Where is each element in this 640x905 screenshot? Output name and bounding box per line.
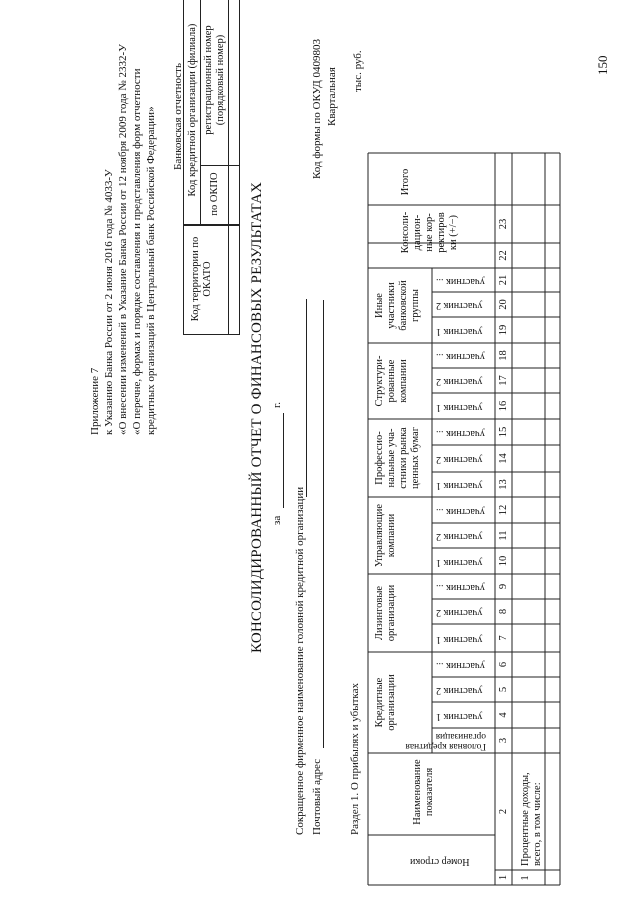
periodicity: Квартальная: [326, 67, 338, 126]
column-number-8: 8: [498, 608, 509, 615]
column-number-15: 15: [498, 426, 509, 438]
participant-header: участник 2: [436, 454, 483, 466]
bank-reporting-title: Банковская отчетность: [172, 62, 184, 170]
column-number-10: 10: [498, 555, 509, 567]
participant-header: участник 1: [436, 557, 483, 568]
units-label: тыс. руб.: [352, 50, 364, 92]
column-number-20: 20: [498, 299, 509, 310]
section-title: Раздел 1. О прибылях и убытках: [349, 683, 361, 835]
indicator-header: Наименование показателя: [412, 759, 436, 825]
participant-header: участник 2: [436, 607, 483, 619]
column-number-4: 4: [498, 712, 509, 718]
appendix-line-2: «О внесении изменений в Указание Банка России от 12 ноября 2009 года № 2332-У: [117, 44, 129, 435]
column-number-3: 3: [498, 737, 509, 744]
column-number-21: 21: [498, 274, 509, 286]
participant-header: участник 2: [436, 685, 483, 697]
territory-code-label: Код территории по ОКАТО: [190, 236, 214, 322]
group-header-3: Управляющие компании: [374, 503, 398, 568]
column-number-13: 13: [498, 479, 509, 490]
group-header-2: Лизинговые организации: [374, 584, 398, 642]
participant-header: участник 2: [436, 300, 483, 312]
participant-header: участник ...: [436, 660, 485, 672]
group-header-1: Кредитные организации: [374, 674, 398, 731]
column-number-22: 22: [498, 250, 509, 261]
short-name-label: Сокращенное фирменное наименование головной кредитной организации: [294, 486, 306, 835]
column-number-5: 5: [498, 686, 509, 693]
total-header: Итого: [400, 168, 411, 196]
group-header-6: Иные участники банковской группы: [374, 280, 422, 331]
column-number-17: 17: [498, 375, 509, 386]
participant-header: участник 1: [436, 480, 483, 492]
column-number-14: 14: [498, 453, 509, 464]
participant-header: участник 1: [436, 711, 483, 722]
participant-header: участник 1: [436, 326, 483, 337]
head-org-header: Головная кредитная организация: [405, 731, 486, 751]
group-header-5: Структури-рованные компании: [374, 355, 410, 407]
period-prefix: за: [271, 515, 283, 525]
column-number-18: 18: [498, 350, 509, 361]
column-number-2: 2: [498, 808, 509, 815]
participant-header: участник 1: [436, 634, 483, 645]
row-1-number: 1: [520, 875, 531, 881]
participant-header: участник ...: [436, 428, 485, 439]
report-title: КОНСОЛИДИРОВАННЫЙ ОТЧЕТ О ФИНАНСОВЫХ РЕЗУЛЬТАТАХ: [249, 181, 265, 653]
column-number-11: 11: [498, 530, 509, 541]
column-number-1: 1: [498, 874, 509, 881]
appendix-line-3: «О перечне, формах и порядке составления и представления форм отчетности: [131, 68, 143, 435]
row-1-label: Процентные доходы, всего, в том числе:: [520, 772, 544, 866]
column-number-6: 6: [498, 661, 509, 668]
okpo-label: по ОКПО: [209, 172, 220, 216]
column-number-16: 16: [498, 400, 509, 412]
column-number-23: 23: [498, 218, 509, 230]
participant-header: участник ...: [436, 582, 485, 594]
column-number-9: 9: [498, 583, 509, 590]
participant-header: участник 2: [436, 376, 483, 388]
column-number-19: 19: [498, 324, 509, 336]
row-number-header: [370, 835, 495, 885]
appendix-title: Приложение 7: [89, 367, 101, 435]
appendix-line-4: кредитных организаций в Центральный банк Российской Федерации»: [145, 106, 157, 435]
row-number-header-label: Номер строки: [410, 856, 470, 867]
appendix-line-1: к Указанию Банка России от 2 июня 2016 года № 4033-У: [103, 169, 115, 435]
period-suffix: г.: [271, 401, 283, 408]
address-label: Почтовый адрес: [311, 758, 323, 835]
participant-header: участник ...: [436, 351, 485, 363]
reg-number-label: регистрационный номер (порядковый номер): [203, 25, 227, 135]
org-code-label: Код кредитной организации (филиала): [187, 23, 198, 197]
column-number-7: 7: [498, 635, 509, 641]
page-number: 150: [595, 55, 610, 75]
consolidation-header: Консоли-дацион-ные кор-ректиров ки (+/−): [400, 211, 460, 254]
participant-header: участник 2: [436, 531, 483, 543]
participant-header: участник 1: [436, 402, 483, 413]
group-header-4: Профессио-нальные уча-стники рынка ценных бумаг: [374, 426, 422, 490]
participant-header: участник ...: [436, 506, 485, 517]
participant-header: участник ...: [436, 276, 485, 287]
column-number-12: 12: [498, 504, 509, 516]
form-code: Код формы по ОКУД 0409803: [311, 38, 323, 179]
